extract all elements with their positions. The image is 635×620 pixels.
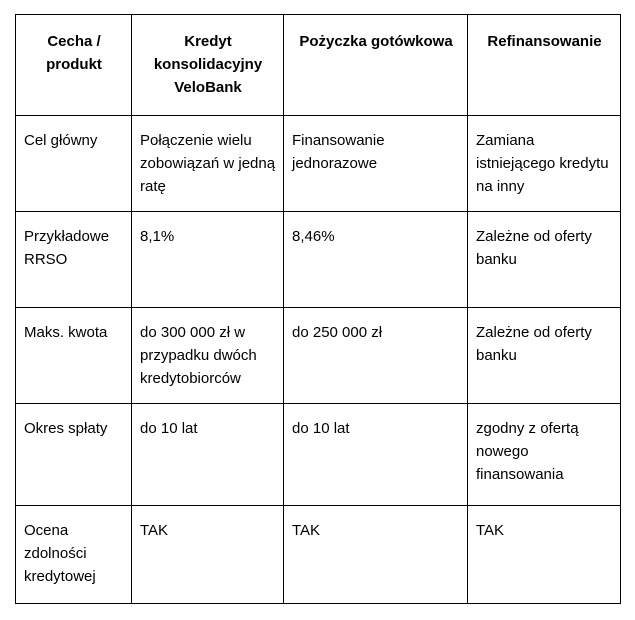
table-row-maks-kwota [16, 308, 621, 404]
table-cell: TAK [468, 506, 621, 604]
loan-comparison-table [15, 14, 621, 604]
header-row [16, 15, 621, 116]
table-cell: do 250 000 zł [284, 308, 468, 404]
column-header-feature: Cecha / produkt [16, 15, 132, 116]
table-row-ocena-zdolnosci [16, 506, 621, 604]
column-header-pozyczka-gotowkowa: Pożyczka gotówkowa [284, 15, 468, 116]
table-cell: do 300 000 zł w przypadku dwóch kredytobiorców [132, 308, 284, 404]
table-cell: Zależne od oferty banku [468, 212, 621, 308]
row-header: Cel główny [16, 116, 132, 212]
table-cell: TAK [132, 506, 284, 604]
table-cell: 8,46% [284, 212, 468, 308]
column-header-refinansowanie: Refinansowanie [468, 15, 621, 116]
row-header: Maks. kwota [16, 308, 132, 404]
table-row-cel-glowny [16, 116, 621, 212]
table-cell: Zamiana istniejącego kredytu na inny [468, 116, 621, 212]
table-cell: 8,1% [132, 212, 284, 308]
column-header-kredyt-konsolidacyjny: Kredyt konsolidacyjny VeloBank [132, 15, 284, 116]
table-row-rrso [16, 212, 621, 308]
table-cell: TAK [284, 506, 468, 604]
table-cell: Zależne od oferty banku [468, 308, 621, 404]
table-cell: zgodny z ofertą nowego finansowania [468, 404, 621, 506]
table-cell: Połączenie wielu zobowiązań w jedną ratę [132, 116, 284, 212]
table-cell: do 10 lat [284, 404, 468, 506]
table-cell: do 10 lat [132, 404, 284, 506]
row-header: Okres spłaty [16, 404, 132, 506]
row-header: Przykładowe RRSO [16, 212, 132, 308]
table-row-okres-splaty [16, 404, 621, 506]
row-header: Ocena zdolności kredytowej [16, 506, 132, 604]
table-cell: Finansowanie jednorazowe [284, 116, 468, 212]
